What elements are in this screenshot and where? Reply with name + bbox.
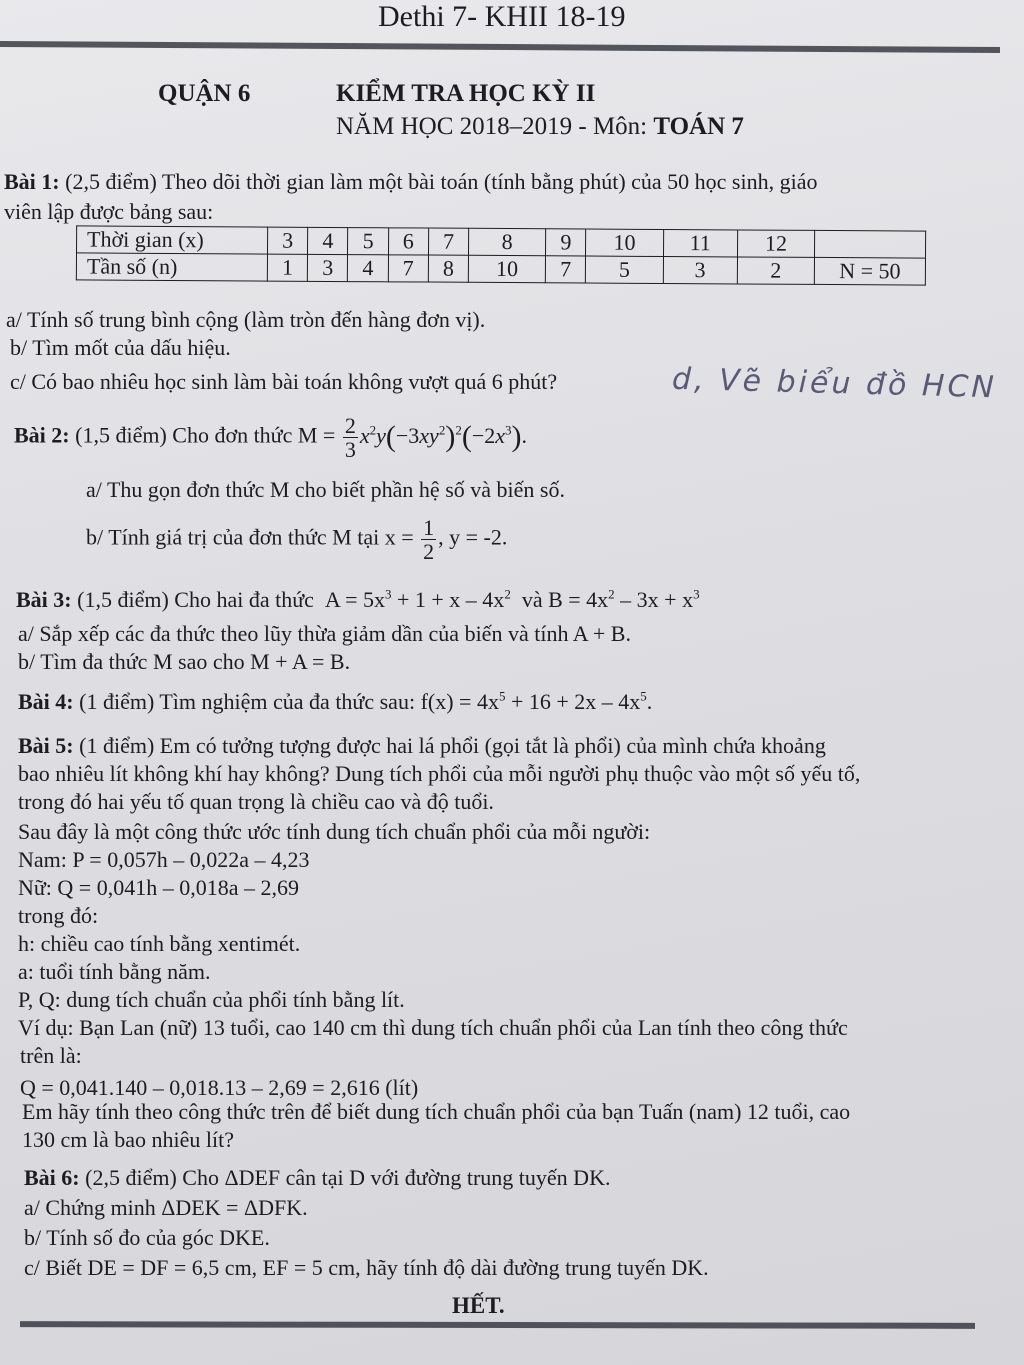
bai5-where: trong đó: [18, 903, 99, 928]
table-cell: 7 [546, 256, 586, 283]
exam-year: NĂM HỌC 2018–2019 - Môn: [336, 113, 648, 140]
bottom-rule [20, 1321, 975, 1329]
table-cell: 10 [468, 255, 545, 282]
bai4-label: Bài 4: [18, 689, 74, 714]
bai5-task-line1: Em hãy tính theo công thức trên để biết dung tích chuẩn phổi của bạn Tuấn (nam) 12 tuổi, cao [22, 1099, 851, 1124]
table-cell: 10 [586, 229, 663, 256]
table-cell-empty [814, 230, 925, 258]
row-label-frequency: Tần số (n) [76, 253, 267, 281]
bai5-example-line3: Q = 0,041.140 – 0,018.13 – 2,69 = 2,616 (lít) [20, 1075, 419, 1100]
row-label-time: Thời gian (x) [77, 226, 268, 254]
table-cell: 1 [267, 254, 307, 281]
bai2-monomial: $\frac{2}{3}$ $x^2y(-3xy^2)^2(-2x^3)$. [344, 413, 528, 463]
bai5-example-line1: Ví dụ: Bạn Lan (nữ) 13 tuổi, cao 140 cm thì dung tích chuẩn phổi của Lan tính theo công thức [18, 1015, 848, 1040]
bai1-label: Bài 1: [4, 169, 60, 194]
bai6-label: Bài 6: [24, 1165, 80, 1190]
frequency-table [76, 225, 926, 285]
bai6-a: a/ Chứng minh ΔDEK = ΔDFK. [24, 1195, 308, 1220]
bai2-b-end: , y = -2. [438, 524, 508, 550]
bai2-a: a/ Thu gọn đơn thức M cho biết phần hệ số và biến số. [86, 477, 565, 502]
bai6-c: c/ Biết DE = DF = 6,5 cm, EF = 5 cm, hãy tính độ dài đường trung tuyến DK. [24, 1255, 709, 1280]
table-cell: 12 [737, 230, 814, 257]
bai4-line [18, 690, 652, 714]
bai6-intro: (2,5 điểm) Cho ΔDEF cân tại D với đường trung tuyến DK. [85, 1165, 611, 1190]
bai5-def-a: a: tuổi tính bằng năm. [18, 959, 211, 984]
bai5-text-line3: trong đó hai yếu tố quan trọng là chiều cao và độ tuổi. [18, 789, 494, 814]
table-cell: 4 [308, 227, 348, 254]
bai3-a: a/ Sắp xếp các đa thức theo lũy thừa giảm dần của biến và tính A + B. [18, 621, 631, 646]
bai2-intro: (1,5 điểm) Cho đơn thức M = [75, 422, 336, 448]
table-cell: 8 [469, 228, 546, 255]
handwritten-note: d, Vẽ biểu đồ HCN [671, 361, 998, 406]
table-cell: 9 [546, 229, 586, 256]
district-label: QUẬN 6 [158, 80, 251, 107]
table-row-frequency [76, 253, 925, 285]
table-cell: 2 [737, 257, 814, 284]
fraction-one-half: $\frac{1}{2}$ [423, 515, 435, 565]
exam-title: KIỂM TRA HỌC KỲ II [336, 80, 596, 107]
bai1-line1 [4, 170, 818, 194]
bai6-line [24, 1166, 610, 1190]
polynomial-a: $A = 5x^3 + 1 + x - 4x^2$ [324, 586, 511, 612]
bai2-line [14, 414, 527, 461]
table-cell: 3 [663, 256, 738, 283]
exam-year-subject [336, 113, 744, 141]
fraction-two-thirds: $\frac{2}{3}$ [344, 413, 356, 463]
bai1-b: b/ Tìm mốt của dấu hiệu. [10, 335, 231, 360]
table-cell: 8 [428, 255, 468, 282]
table-cell: 11 [663, 229, 738, 256]
bai2-b-intro: b/ Tính giá trị của đơn thức M tại x = [86, 524, 414, 550]
table-cell: 6 [388, 228, 428, 255]
bai5-task-line2: 130 cm là bao nhiêu lít? [22, 1127, 234, 1152]
table-cell: 3 [268, 227, 308, 254]
bai5-label: Bài 5: [18, 733, 74, 758]
bai3-line: Bài 3: (1,5 điểm) Cho hai đa thức $A = 5x^3 + 1 + x - 4x^2$ và $B = 4x^2 - 3x + x^3$ [16, 586, 700, 612]
bai5-text-line4: Sau đây là một công thức ước tính dung tích chuẩn phổi của mỗi người: [18, 819, 651, 844]
bai5-text-line2: bao nhiêu lít không khí hay không? Dung tích phổi của mỗi người phụ thuộc vào một số yếu tố, [18, 761, 861, 786]
bai1-c: c/ Có bao nhiêu học sinh làm bài toán không vượt quá 6 phút? [10, 369, 558, 394]
bai2-b [86, 516, 507, 563]
bai1-a: a/ Tính số trung bình cộng (làm tròn đến hàng đơn vị). [6, 307, 486, 332]
exam-code: Dethi 7- KHII 18-19 [378, 0, 626, 33]
bai1-text-line1: (2,5 điểm) Theo dõi thời gian làm một bài toán (tính bằng phút) của 50 học sinh, giáo [65, 169, 818, 194]
bai2-label: Bài 2: [14, 422, 70, 448]
bai5-line1 [18, 734, 826, 758]
bai6-b: b/ Tính số đo của góc DKE. [24, 1225, 270, 1250]
top-rule [0, 41, 1000, 53]
bai3-b: b/ Tìm đa thức M sao cho M + A = B. [18, 649, 351, 674]
bai5-def-h: h: chiều cao tính bằng xentimét. [18, 931, 301, 956]
bai5-text-line1: (1 điểm) Em có tưởng tượng được hai lá phổi (gọi tắt là phổi) của mình chứa khoảng [79, 733, 826, 758]
table-cell: 7 [428, 228, 468, 255]
polynomial-b: $B = 4x^2 - 3x + x^3$ [548, 586, 700, 612]
bai3-label: Bài 3: [16, 587, 72, 612]
table-cell-total: N = 50 [814, 257, 925, 285]
table-cell: 7 [388, 255, 428, 282]
bai5-example-line2: trên là: [20, 1043, 82, 1068]
table-cell: 5 [586, 256, 663, 283]
bai5-formula-nu: Nữ: Q = 0,041h – 0,018a – 2,69 [18, 875, 299, 900]
polynomial-f: $f(x) = 4x^5 + 16 + 2x - 4x^5$. [420, 688, 653, 714]
bai1-text-line2: viên lập được bảng sau: [4, 199, 214, 224]
bai5-def-pq: P, Q: dung tích chuẩn của phổi tính bằng lít. [18, 987, 405, 1012]
end-mark: HẾT. [452, 1293, 505, 1318]
table-cell: 5 [348, 228, 388, 255]
exam-subject: TOÁN 7 [653, 113, 744, 140]
bai4-intro: (1 điểm) Tìm nghiệm của đa thức sau: [79, 689, 416, 714]
bai3-intro: (1,5 điểm) Cho hai đa thức [77, 587, 314, 612]
table-cell: 4 [348, 255, 388, 282]
bai5-formula-nam: Nam: P = 0,057h – 0,022a – 4,23 [18, 847, 310, 872]
table-cell: 3 [308, 254, 348, 281]
